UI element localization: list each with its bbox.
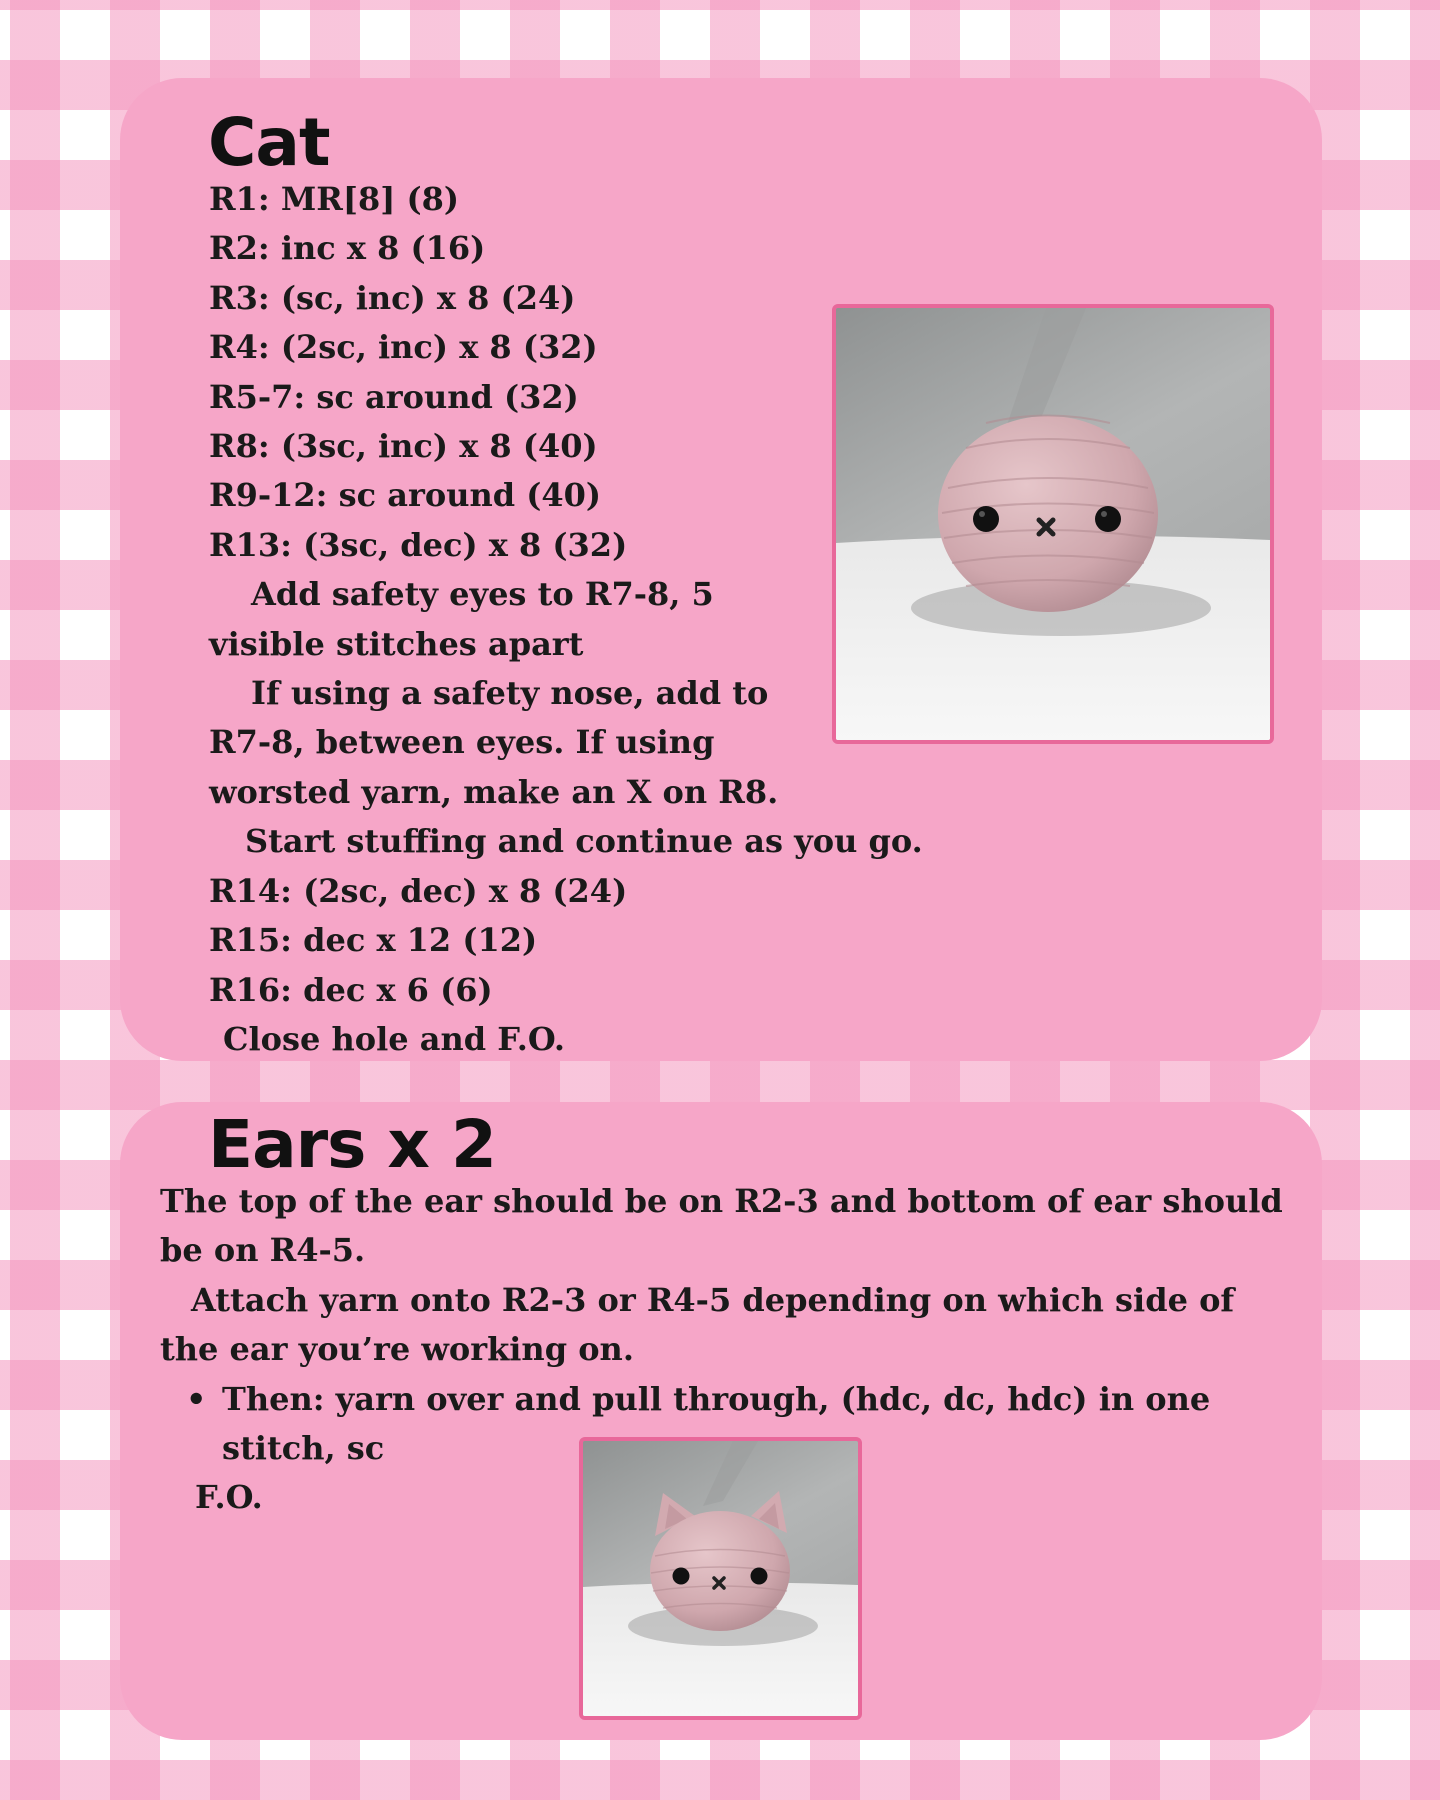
fasten-off-note: F.O.	[195, 1478, 263, 1517]
row-instruction: R14: (2sc, dec) x 8 (24)	[209, 871, 628, 910]
row-instruction: R9-12: sc around (40)	[209, 476, 602, 515]
crochet-cat-ball-photo	[832, 304, 1274, 744]
cat-pattern-card	[120, 78, 1322, 1061]
row-instruction: R15: dec x 12 (12)	[209, 921, 538, 960]
closing-note: Close hole and F.O.	[223, 1019, 566, 1058]
ears-title: Ears x 2	[208, 1106, 496, 1183]
row-instruction: R2: inc x 8 (16)	[209, 229, 486, 268]
cat-instructions	[209, 175, 929, 1064]
row-instruction: R4: (2sc, inc) x 8 (32)	[209, 328, 598, 367]
row-instruction: R5-7: sc around (32)	[209, 377, 579, 416]
row-instruction: R1: MR[8] (8)	[209, 180, 460, 218]
ear-placement-note: The top of the ear should be on R2-3 and bottom of ear should be on R4-5.	[160, 1182, 1283, 1270]
attach-yarn-note: Attach yarn onto R2-3 or R4-5 depending on which side of the ear you’re working on.	[160, 1280, 1235, 1369]
stuffing-note: Start stuffing and continue as you go.	[245, 822, 923, 861]
row-instruction: R3: (sc, inc) x 8 (24)	[209, 278, 576, 317]
row-instruction: R13: (3sc, dec) x 8 (32)	[209, 525, 628, 564]
cat-title: Cat	[208, 104, 330, 181]
ears-pattern-card	[120, 1102, 1322, 1740]
safety-nose-note: If using a safety nose, add to R7-8, between eyes. If using worsted yarn, make an X on R8.	[209, 674, 779, 811]
row-instruction: R8: (3sc, inc) x 8 (40)	[209, 427, 598, 466]
safety-eyes-note: Add safety eyes to R7-8, 5 visible stitches apart	[209, 575, 714, 663]
crochet-cat-with-ears-photo	[579, 1437, 862, 1720]
bullet-icon: •	[186, 1379, 207, 1418]
row-instruction: R16: dec x 6 (6)	[209, 970, 493, 1009]
ear-stitch-step: Then: yarn over and pull through, (hdc, dc, hdc) in one stitch, sc	[222, 1379, 1211, 1468]
